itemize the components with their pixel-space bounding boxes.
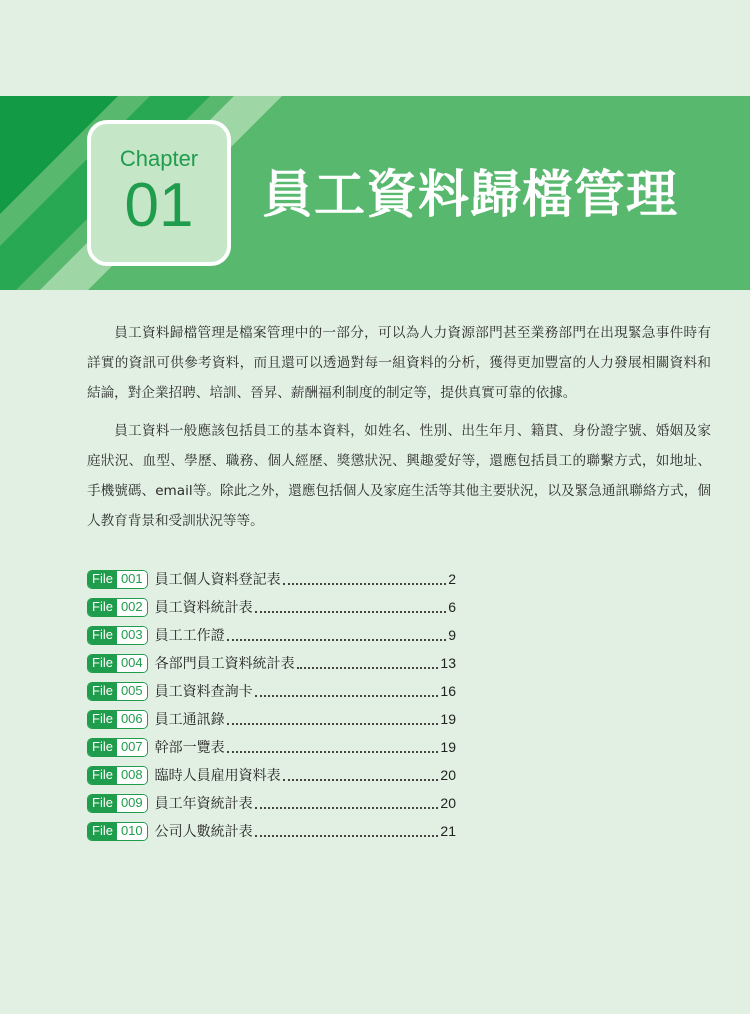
file-tag-word: File	[88, 599, 117, 616]
toc-leader-dots	[255, 611, 447, 613]
toc-item[interactable]	[87, 649, 456, 677]
toc-item-title: 員工資料統計表	[154, 600, 253, 616]
toc-item[interactable]	[87, 705, 456, 733]
file-tag	[87, 794, 148, 813]
toc-leader-dots	[283, 779, 439, 781]
toc-item[interactable]	[87, 817, 456, 845]
file-tag-word: File	[88, 571, 117, 588]
file-tag	[87, 682, 148, 701]
toc-item-title: 員工個人資料登記表	[154, 572, 281, 588]
file-tag-word: File	[88, 683, 117, 700]
chapter-title: 員工資料歸檔管理	[262, 166, 679, 225]
file-tag-number: 008	[117, 767, 147, 784]
toc-leader-dots	[283, 583, 447, 585]
file-tag-word: File	[88, 767, 117, 784]
file-tag-number: 009	[117, 795, 147, 812]
file-tag	[87, 598, 148, 617]
file-tag-word: File	[88, 739, 117, 756]
toc-item[interactable]	[87, 565, 456, 593]
file-tag	[87, 654, 148, 673]
toc-item-page: 20	[440, 767, 456, 783]
toc-item-page: 9	[448, 627, 456, 643]
toc-item-title: 員工年資統計表	[154, 796, 253, 812]
file-tag-word: File	[88, 627, 117, 644]
toc-leader-dots	[227, 639, 447, 641]
toc-item-title: 幹部一覽表	[154, 740, 225, 756]
file-tag-number: 003	[117, 627, 147, 644]
file-tag-number: 005	[117, 683, 147, 700]
toc-leader-dots	[255, 835, 439, 837]
toc-item-page: 13	[440, 655, 456, 671]
toc-item-page: 21	[440, 823, 456, 839]
toc-item-title: 員工工作證	[154, 628, 225, 644]
toc-item-title: 公司人數統計表	[154, 824, 253, 840]
file-tag	[87, 766, 148, 785]
intro-paragraph: 員工資料一般應該包括員工的基本資料，如姓名、性別、出生年月、籍貫、身份證字號、婚姻及家庭狀況、血型、學歷、職務、個人經歷、獎懲狀況、興趣愛好等，還應包括員工的聯繫方式，如地址、手機號碼、email等。除此之外，還應包括個人及家庭生活等其他主要狀況，以及緊急通訊聯絡方式，個人教育背景和受訓狀況等等。	[87, 423, 711, 529]
toc-leader-dots	[297, 667, 439, 669]
file-tag	[87, 626, 148, 645]
file-tag	[87, 570, 148, 589]
file-tag-word: File	[88, 711, 117, 728]
toc-item-page: 16	[440, 683, 456, 699]
toc-item-page: 19	[440, 711, 456, 727]
file-tag-word: File	[88, 823, 117, 840]
file-tag-word: File	[88, 795, 117, 812]
file-tag-number: 010	[117, 823, 147, 840]
file-tag	[87, 710, 148, 729]
toc-leader-dots	[227, 751, 439, 753]
table-of-contents	[87, 565, 456, 845]
toc-item[interactable]	[87, 789, 456, 817]
toc-item[interactable]	[87, 761, 456, 789]
toc-item-title: 臨時人員雇用資料表	[154, 768, 281, 784]
chapter-badge	[87, 120, 231, 266]
file-tag-number: 001	[117, 571, 147, 588]
file-tag-word: File	[88, 655, 117, 672]
toc-item-title: 各部門員工資料統計表	[154, 656, 295, 672]
toc-item-title: 員工資料查詢卡	[154, 684, 253, 700]
toc-item[interactable]	[87, 593, 456, 621]
toc-item[interactable]	[87, 677, 456, 705]
file-tag-number: 006	[117, 711, 147, 728]
intro-text	[87, 318, 711, 536]
chapter-label: Chapter	[119, 146, 199, 171]
toc-leader-dots	[255, 807, 439, 809]
toc-item-page: 6	[448, 599, 456, 615]
file-tag	[87, 822, 148, 841]
toc-item[interactable]	[87, 733, 456, 761]
toc-item-title: 員工通訊錄	[154, 712, 225, 728]
toc-item-page: 20	[440, 795, 456, 811]
file-tag-number: 007	[117, 739, 147, 756]
toc-item-page: 2	[448, 571, 456, 587]
intro-paragraph: 員工資料歸檔管理是檔案管理中的一部分，可以為人力資源部門甚至業務部門在出現緊急事件時有詳實的資訊可供參考資料，而且還可以透過對每一組資料的分析，獲得更加豐富的人力發展相關資料和結論，對企業招聘、培訓、晉昇、薪酬福利制度的制定等，提供真實可靠的依據。	[87, 325, 711, 401]
toc-leader-dots	[255, 695, 439, 697]
file-tag	[87, 738, 148, 757]
file-tag-number: 004	[117, 655, 147, 672]
chapter-number: 01	[124, 171, 194, 240]
toc-item-page: 19	[440, 739, 456, 755]
file-tag-number: 002	[117, 599, 147, 616]
toc-item[interactable]	[87, 621, 456, 649]
toc-leader-dots	[227, 723, 439, 725]
